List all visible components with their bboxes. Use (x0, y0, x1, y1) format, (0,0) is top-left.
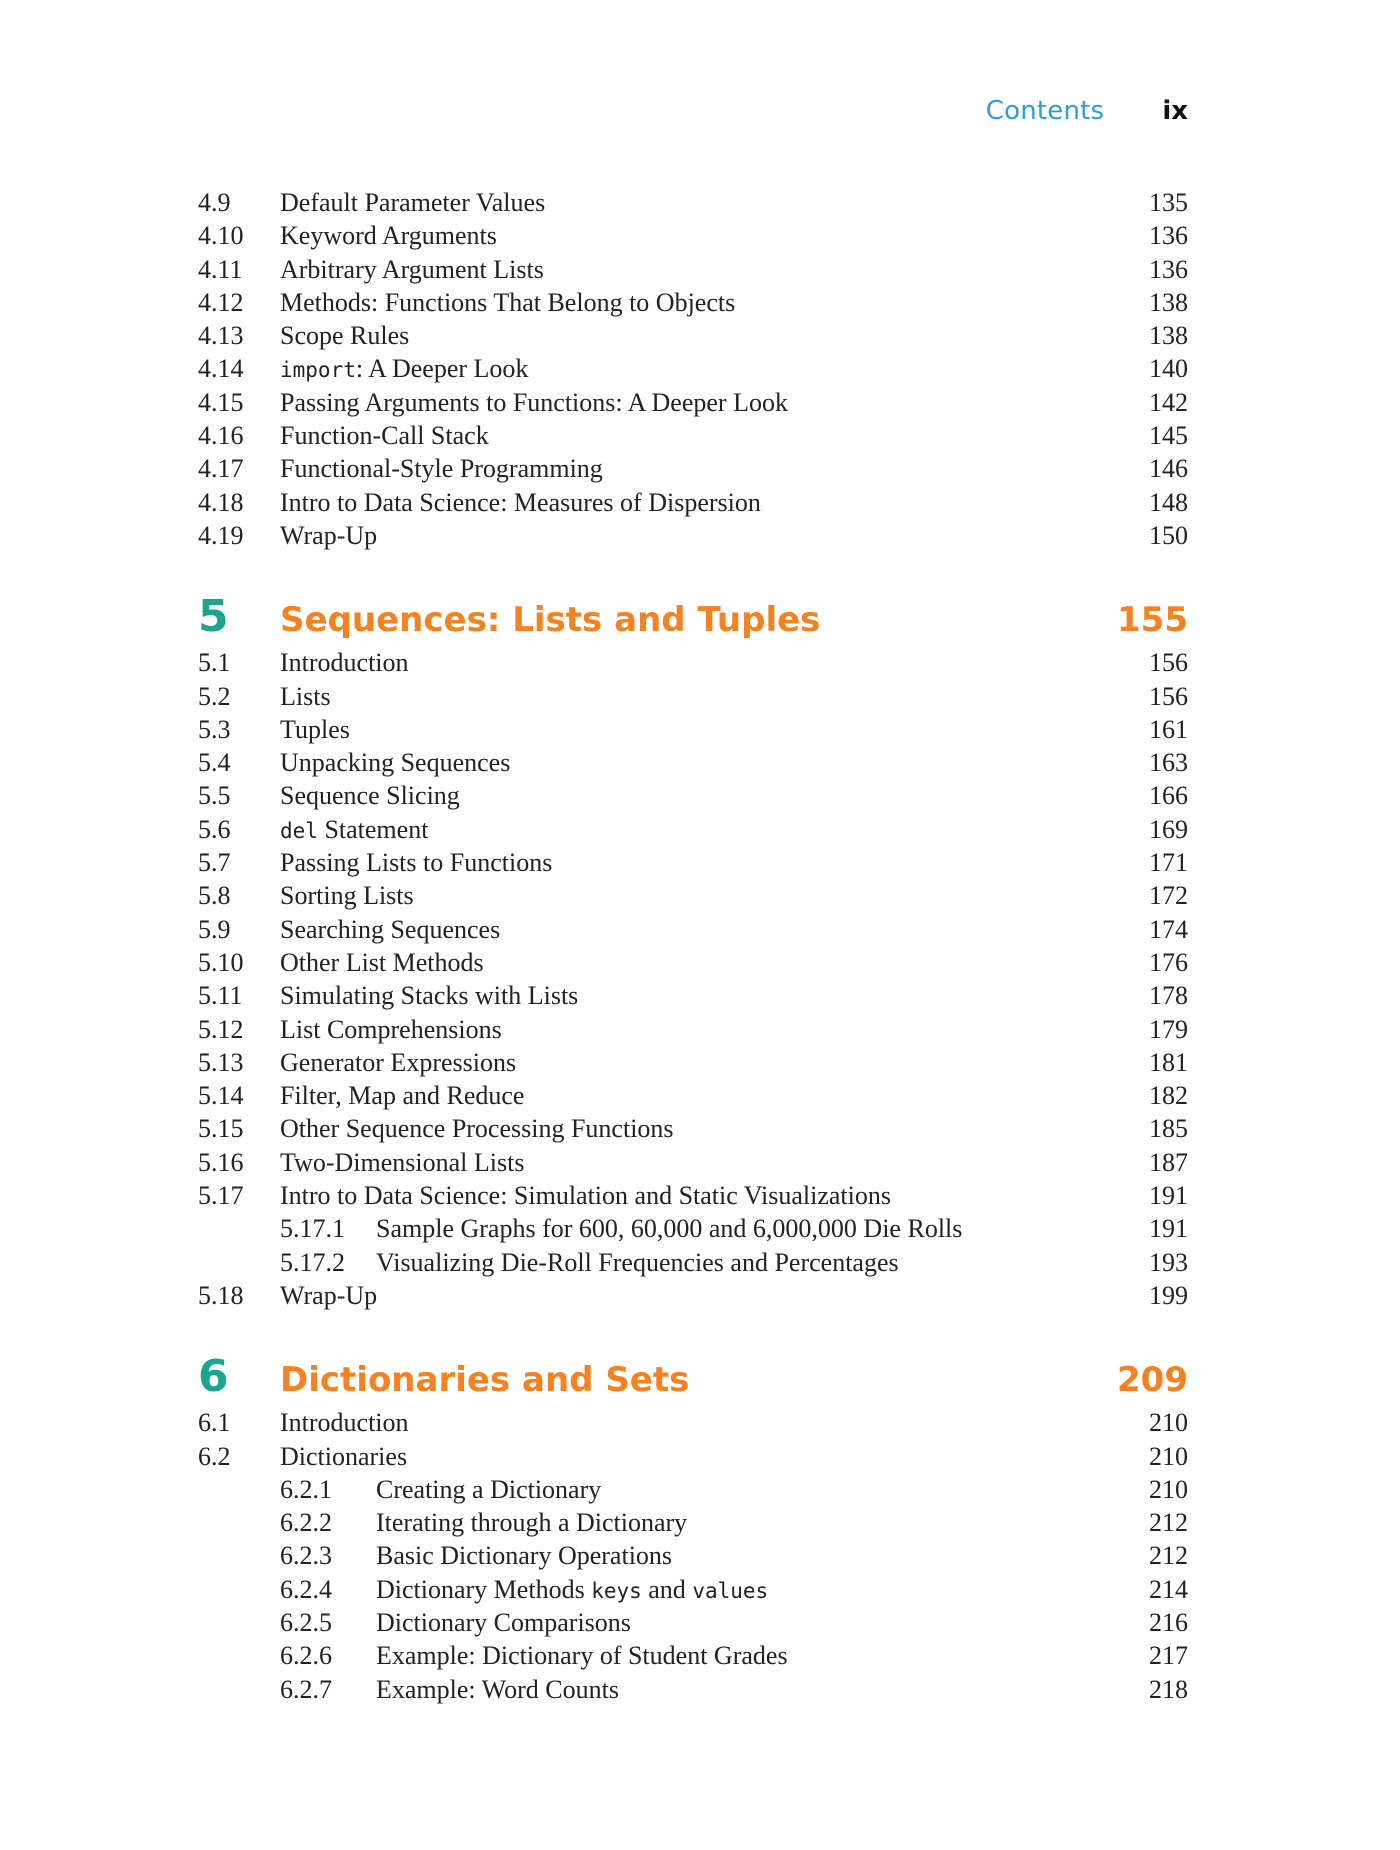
subsection-page: 210 (1149, 1474, 1188, 1504)
subsection-title: Creating a Dictionary (376, 1474, 602, 1504)
section-page: 176 (1149, 947, 1188, 977)
toc-entry[interactable] (198, 419, 1188, 452)
toc-entry[interactable] (198, 186, 1188, 219)
section-title: Default Parameter Values (280, 188, 546, 217)
page-number-folio: ix (1162, 96, 1188, 126)
code-keyword: values (692, 1578, 769, 1603)
section-number: 5.15 (198, 1114, 244, 1144)
section-title: Passing Arguments to Functions: A Deeper Look (280, 387, 788, 417)
section-title: Generator Expressions (280, 1047, 517, 1077)
toc-entry[interactable] (198, 946, 1188, 979)
section-page: 172 (1149, 881, 1188, 911)
section-number: 5.9 (198, 914, 231, 944)
subsection-title: Iterating through a Dictionary (376, 1508, 688, 1538)
toc-entry[interactable] (198, 486, 1188, 519)
toc-entry[interactable] (198, 979, 1188, 1012)
section-title: Intro to Data Science: Measures of Dispersion (280, 487, 761, 517)
subsection-number: 6.2.5 (280, 1607, 332, 1637)
section-title: Passing Lists to Functions (280, 848, 553, 878)
chapter-heading-6[interactable] (198, 1351, 1188, 1406)
section-number: 4.14 (198, 354, 244, 384)
toc-subentry[interactable] (198, 1246, 1188, 1279)
section-number: 5.10 (198, 947, 244, 977)
toc-subentry[interactable] (198, 1573, 1188, 1606)
section-number: 4.11 (198, 254, 243, 284)
toc-entry[interactable] (198, 646, 1188, 679)
chapter-number: 5 (198, 591, 229, 643)
section-title: Unpacking Sequences (280, 748, 511, 778)
running-head (986, 96, 1188, 126)
subsection-title: Example: Dictionary of Student Grades (376, 1641, 788, 1671)
section-page: 163 (1149, 748, 1188, 778)
toc-subentry[interactable] (198, 1606, 1188, 1639)
subsection-title-text: and (641, 1574, 693, 1604)
toc-entry[interactable] (198, 879, 1188, 912)
toc-entry[interactable] (198, 680, 1188, 713)
toc-entry[interactable] (198, 1146, 1188, 1179)
section-title (280, 813, 428, 848)
section-title: Other List Methods (280, 947, 484, 977)
section-page: 182 (1149, 1081, 1188, 1111)
chapter-number: 6 (198, 1351, 229, 1403)
toc-entry[interactable] (198, 286, 1188, 319)
toc-entry[interactable] (198, 352, 1188, 385)
section-page: 148 (1149, 487, 1188, 517)
section-page: 150 (1149, 520, 1188, 550)
section-title: Lists (280, 681, 331, 711)
toc-entry[interactable] (198, 519, 1188, 552)
section-page: 146 (1149, 454, 1188, 484)
section-page: 179 (1149, 1014, 1188, 1044)
section-page: 171 (1149, 848, 1188, 878)
code-keyword: keys (591, 1578, 642, 1603)
subsection-title: Visualizing Die-Roll Frequencies and Percentages (376, 1247, 899, 1277)
section-page: 138 (1149, 321, 1188, 351)
section-page: 142 (1149, 387, 1188, 417)
section-number: 5.18 (198, 1280, 244, 1310)
section-number: 5.8 (198, 881, 231, 911)
section-number: 5.5 (198, 781, 231, 811)
toc-subentry[interactable] (198, 1639, 1188, 1672)
toc-entry[interactable] (198, 813, 1188, 846)
subsection-title: Dictionary Comparisons (376, 1607, 631, 1637)
section-title: Simulating Stacks with Lists (280, 981, 579, 1011)
toc-entry[interactable] (198, 846, 1188, 879)
chapter-heading-5[interactable] (198, 591, 1188, 646)
section-page: 178 (1149, 981, 1188, 1011)
section-title (280, 352, 528, 387)
section-title: Methods: Functions That Belong to Objects (280, 287, 736, 317)
toc-entry[interactable] (198, 913, 1188, 946)
subsection-page: 216 (1149, 1607, 1188, 1637)
section-title: Searching Sequences (280, 914, 501, 944)
chapter-page: 155 (1117, 600, 1188, 641)
section-title: Functional-Style Programming (280, 454, 603, 484)
section-title: Introduction (280, 1408, 409, 1438)
subsection-number: 6.2.2 (280, 1508, 332, 1538)
section-title: Sorting Lists (280, 881, 414, 911)
toc-subentry[interactable] (198, 1212, 1188, 1245)
toc-entry[interactable] (198, 746, 1188, 779)
chapter-title: Dictionaries and Sets (280, 1360, 690, 1401)
section-number: 4.15 (198, 387, 244, 417)
subsection-page: 214 (1149, 1574, 1188, 1604)
section-title: Sequence Slicing (280, 781, 460, 811)
chapter-title: Sequences: Lists and Tuples (280, 600, 821, 641)
subsection-title: Example: Word Counts (376, 1674, 619, 1704)
section-number: 5.12 (198, 1014, 244, 1044)
subsection-number: 6.2.3 (280, 1541, 332, 1571)
section-number: 5.7 (198, 848, 231, 878)
toc-entry[interactable] (198, 1079, 1188, 1112)
section-page: 199 (1149, 1280, 1188, 1310)
section-number: 5.4 (198, 748, 231, 778)
toc-entry[interactable] (198, 713, 1188, 746)
section-page: 185 (1149, 1114, 1188, 1144)
section-title: List Comprehensions (280, 1014, 502, 1044)
section-title: Keyword Arguments (280, 221, 497, 251)
section-title: Tuples (280, 714, 350, 744)
section-title: Other Sequence Processing Functions (280, 1114, 674, 1144)
toc-entry[interactable] (198, 1046, 1188, 1079)
section-title-text: Statement (317, 814, 429, 844)
section-page: 156 (1149, 648, 1188, 678)
section-number: 4.19 (198, 520, 244, 550)
section-number: 4.10 (198, 221, 244, 251)
section-title: Introduction (280, 648, 409, 678)
section-title: Function-Call Stack (280, 421, 489, 451)
subsection-number: 6.2.7 (280, 1674, 332, 1704)
chapter-page: 209 (1117, 1360, 1188, 1401)
section-number: 5.3 (198, 714, 231, 744)
toc-entry[interactable] (198, 1406, 1188, 1439)
toc-entry[interactable] (198, 253, 1188, 286)
subsection-page: 212 (1149, 1541, 1188, 1571)
section-title: Wrap-Up (280, 520, 378, 550)
toc-entry[interactable] (198, 779, 1188, 812)
section-title-text: : A Deeper Look (355, 354, 529, 384)
section-title: Dictionaries (280, 1441, 408, 1471)
subsection-title: Basic Dictionary Operations (376, 1541, 673, 1571)
section-number: 5.11 (198, 981, 243, 1011)
toc-entry[interactable] (198, 1440, 1188, 1473)
toc-entry[interactable] (198, 1179, 1188, 1212)
toc-subentry[interactable] (198, 1539, 1188, 1572)
section-page: 187 (1149, 1147, 1188, 1177)
section-page: 156 (1149, 681, 1188, 711)
section-number: 5.13 (198, 1047, 244, 1077)
toc-subentry[interactable] (198, 1673, 1188, 1706)
section-page: 161 (1149, 714, 1188, 744)
section-number: 4.16 (198, 421, 244, 451)
section-page: 166 (1149, 781, 1188, 811)
subsection-page: 212 (1149, 1508, 1188, 1538)
section-number: 5.6 (198, 814, 231, 844)
section-page: 169 (1149, 814, 1188, 844)
subsection-title (376, 1573, 768, 1608)
subsection-number: 5.17.2 (280, 1247, 345, 1277)
section-title: Filter, Map and Reduce (280, 1081, 525, 1111)
section-page: 145 (1149, 421, 1188, 451)
toc-entry[interactable] (198, 1112, 1188, 1145)
subsection-page: 217 (1149, 1641, 1188, 1671)
subsection-title: Sample Graphs for 600, 60,000 and 6,000,000 Die Rolls (376, 1214, 963, 1244)
subsection-number: 6.2.4 (280, 1574, 332, 1604)
section-page: 210 (1149, 1408, 1188, 1438)
code-keyword: del (280, 818, 318, 843)
code-keyword: import (280, 358, 356, 383)
section-page: 174 (1149, 914, 1188, 944)
section-page: 136 (1149, 221, 1188, 251)
section-number: 5.2 (198, 681, 231, 711)
section-title: Two-Dimensional Lists (280, 1147, 525, 1177)
section-page: 138 (1149, 287, 1188, 317)
section-title: Wrap-Up (280, 1280, 378, 1310)
section-page: 191 (1149, 1181, 1188, 1211)
section-number: 4.13 (198, 321, 244, 351)
toc-entry[interactable] (198, 1279, 1188, 1312)
section-page: 135 (1149, 188, 1188, 217)
section-number: 5.17 (198, 1181, 244, 1211)
section-number: 4.18 (198, 487, 244, 517)
toc-subentry[interactable] (198, 1506, 1188, 1539)
section-title: Scope Rules (280, 321, 410, 351)
table-of-contents (198, 186, 1188, 1706)
toc-entry[interactable] (198, 386, 1188, 419)
section-page: 140 (1149, 354, 1188, 384)
subsection-number: 6.2.1 (280, 1474, 332, 1504)
section-number: 5.1 (198, 648, 231, 678)
section-number: 4.12 (198, 287, 244, 317)
toc-entry[interactable] (198, 452, 1188, 485)
toc-subentry[interactable] (198, 1473, 1188, 1506)
subsection-page: 191 (1149, 1214, 1188, 1244)
section-title: Intro to Data Science: Simulation and Static Visualizations (280, 1181, 891, 1211)
subsection-number: 6.2.6 (280, 1641, 332, 1671)
section-number: 4.17 (198, 454, 244, 484)
section-number: 5.14 (198, 1081, 244, 1111)
section-title: Arbitrary Argument Lists (280, 254, 544, 284)
section-number: 6.2 (198, 1441, 231, 1471)
section-number: 5.16 (198, 1147, 244, 1177)
running-title: Contents (985, 96, 1105, 126)
toc-entry[interactable] (198, 219, 1188, 252)
toc-entry[interactable] (198, 319, 1188, 352)
subsection-page: 193 (1149, 1247, 1188, 1277)
section-page: 210 (1149, 1441, 1188, 1471)
subsection-title-text: Dictionary Methods (376, 1574, 592, 1604)
section-number: 6.1 (198, 1408, 231, 1438)
section-page: 181 (1149, 1047, 1188, 1077)
section-page: 136 (1149, 254, 1188, 284)
subsection-number: 5.17.1 (280, 1214, 345, 1244)
subsection-page: 218 (1149, 1674, 1188, 1704)
section-number: 4.9 (198, 188, 231, 217)
toc-entry[interactable] (198, 1013, 1188, 1046)
